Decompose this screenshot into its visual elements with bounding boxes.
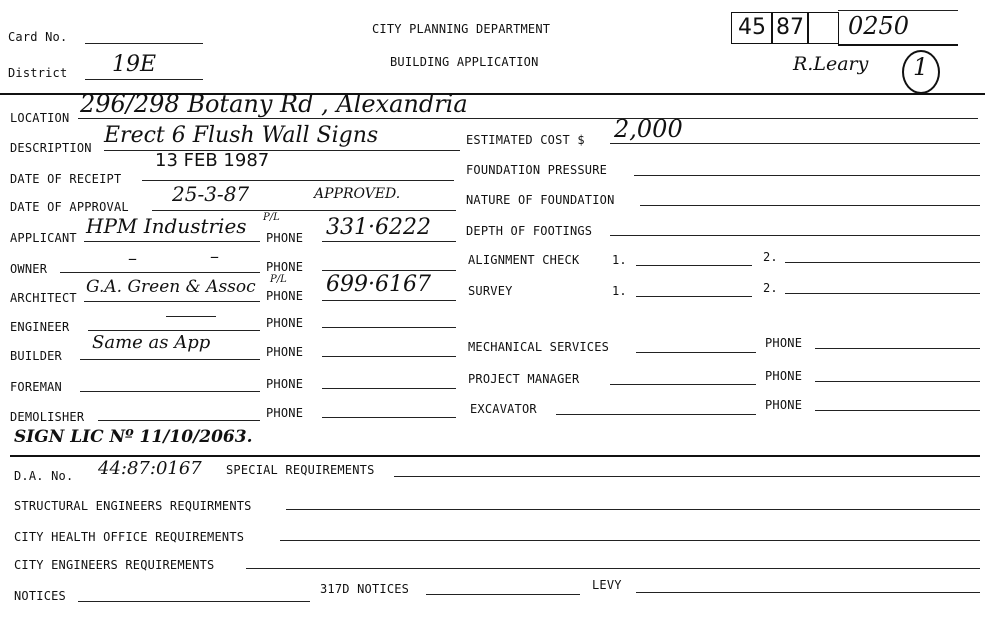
district-label: District — [8, 66, 68, 80]
location-label: LOCATION — [10, 111, 70, 125]
estimated-cost-value: 2,000 — [614, 115, 683, 143]
architect-value: G.A. Green & Assoc — [86, 277, 256, 297]
owner-phone-label: PHONE — [266, 260, 304, 274]
engineer-phone-label: PHONE — [266, 316, 304, 330]
survey-1-label: 1. — [612, 284, 627, 298]
notices-label: NOTICES — [14, 589, 66, 603]
date-receipt-line — [142, 180, 454, 181]
description-label: DESCRIPTION — [10, 141, 92, 155]
survey-2-line — [785, 293, 980, 294]
nature-foundation-label: NATURE OF FOUNDATION — [466, 193, 615, 207]
levy-label: LEVY — [592, 578, 622, 592]
sign-licence-value: SIGN LIC Nº 11/10/2063. — [14, 427, 253, 447]
mechanical-services-line — [636, 352, 756, 353]
applicant-phone-line — [322, 241, 456, 242]
mechanical-services-label: MECHANICAL SERVICES — [468, 340, 610, 354]
owner-label: OWNER — [10, 262, 48, 276]
city-health-line — [280, 540, 980, 541]
officer-signature: R.Leary — [793, 53, 869, 75]
card-no-line — [85, 43, 203, 44]
levy-line — [636, 592, 980, 593]
excavator-phone-line — [815, 410, 980, 411]
project-manager-phone-line — [815, 381, 980, 382]
alignment-2-label: 2. — [763, 250, 778, 264]
builder-value: Same as App — [92, 332, 211, 353]
date-receipt-stamp: 13 FEB 1987 — [155, 150, 270, 171]
engineer-dash-mark — [166, 316, 216, 317]
project-manager-line — [610, 384, 756, 385]
excavator-phone-label: PHONE — [765, 398, 803, 412]
foreman-phone-label: PHONE — [266, 377, 304, 391]
circled-number: 1 — [913, 53, 929, 81]
special-requirements-label: SPECIAL REQUIREMENTS — [226, 463, 375, 477]
date-approval-line — [152, 210, 456, 211]
notices-317d-line — [426, 594, 580, 595]
engineer-phone-line — [322, 327, 456, 328]
owner-phone-line — [322, 270, 456, 271]
project-manager-phone-label: PHONE — [765, 369, 803, 383]
special-requirements-line — [394, 476, 980, 477]
demolisher-phone-line — [322, 417, 456, 418]
department-title: CITY PLANNING DEPARTMENT — [372, 22, 551, 36]
architect-phone-line — [322, 300, 456, 301]
estimated-cost-line — [610, 143, 980, 144]
district-line — [85, 79, 203, 80]
architect-pl-mark: P/L — [270, 274, 287, 285]
da-value: 44:87:0167 — [98, 458, 202, 479]
estimated-cost-label: ESTIMATED COST $ — [466, 133, 585, 147]
architect-phone-value: 699·6167 — [326, 272, 431, 297]
project-manager-label: PROJECT MANAGER — [468, 372, 580, 386]
card-number-box-2: 87 — [771, 12, 809, 44]
alignment-1-line — [636, 265, 752, 266]
nature-foundation-line — [640, 205, 980, 206]
applicant-phone-value: 331·6222 — [326, 215, 431, 240]
card-number-overline — [838, 10, 958, 11]
owner-dash-2: – — [210, 246, 219, 267]
card-no-label: Card No. — [8, 30, 68, 44]
applicant-pl-mark: P/L — [263, 212, 280, 223]
alignment-check-label: ALIGNMENT CHECK — [468, 253, 580, 267]
applicant-line — [84, 241, 260, 242]
foreman-phone-line — [322, 388, 456, 389]
mechanical-phone-label: PHONE — [765, 336, 803, 350]
applicant-phone-label: PHONE — [266, 231, 304, 245]
notices-line — [78, 601, 310, 602]
builder-label: BUILDER — [10, 349, 62, 363]
card-number-underline — [838, 44, 958, 46]
date-approval-label: DATE OF APPROVAL — [10, 200, 129, 214]
survey-label: SURVEY — [468, 284, 513, 298]
date-receipt-label: DATE OF RECEIPT — [10, 172, 122, 186]
architect-phone-label: PHONE — [266, 289, 304, 303]
foundation-pressure-label: FOUNDATION PRESSURE — [466, 163, 608, 177]
district-value: 19E — [112, 52, 157, 77]
card-number-box-1: 45 — [731, 12, 773, 44]
builder-line — [80, 359, 260, 360]
depth-footings-label: DEPTH OF FOOTINGS — [466, 224, 593, 238]
card-number-box-3: 0250 — [848, 12, 910, 40]
excavator-line — [556, 414, 756, 415]
foreman-line — [80, 391, 260, 392]
architect-label: ARCHITECT — [10, 291, 77, 305]
foundation-pressure-line — [634, 175, 980, 176]
applicant-label: APPLICANT — [10, 231, 77, 245]
applicant-value: HPM Industries — [86, 214, 247, 238]
structural-line — [286, 509, 980, 510]
form-title: BUILDING APPLICATION — [390, 55, 539, 69]
approved-mark: APPROVED. — [314, 186, 401, 202]
survey-2-label: 2. — [763, 281, 778, 295]
city-engineers-label: CITY ENGINEERS REQUIREMENTS — [14, 558, 215, 572]
demolisher-label: DEMOLISHER — [10, 410, 85, 424]
notices-317d-label: 317D NOTICES — [320, 582, 410, 596]
owner-line — [60, 272, 260, 273]
city-engineers-line — [246, 568, 980, 569]
foreman-label: FOREMAN — [10, 380, 62, 394]
da-label: D.A. No. — [14, 469, 74, 483]
builder-phone-label: PHONE — [266, 345, 304, 359]
structural-label: STRUCTURAL ENGINEERS REQUIRMENTS — [14, 499, 252, 513]
mechanical-phone-line — [815, 348, 980, 349]
demolisher-line — [98, 420, 260, 421]
architect-line — [84, 301, 260, 302]
survey-1-line — [636, 296, 752, 297]
description-value: Erect 6 Flush Wall Signs — [104, 123, 379, 148]
location-line — [78, 118, 978, 119]
location-value: 296/298 Botany Rd , Alexandria — [80, 90, 468, 118]
sign-licence-line — [10, 455, 980, 457]
excavator-label: EXCAVATOR — [470, 402, 537, 416]
engineer-label: ENGINEER — [10, 320, 70, 334]
date-approval-value: 25-3-87 — [172, 182, 250, 206]
engineer-line — [88, 330, 260, 331]
builder-phone-line — [322, 356, 456, 357]
demolisher-phone-label: PHONE — [266, 406, 304, 420]
card-number-box-blank — [807, 12, 839, 44]
city-health-label: CITY HEALTH OFFICE REQUIREMENTS — [14, 530, 245, 544]
alignment-1-label: 1. — [612, 253, 627, 267]
alignment-2-line — [785, 262, 980, 263]
owner-dash-1: – — [128, 248, 137, 269]
depth-footings-line — [610, 235, 980, 236]
